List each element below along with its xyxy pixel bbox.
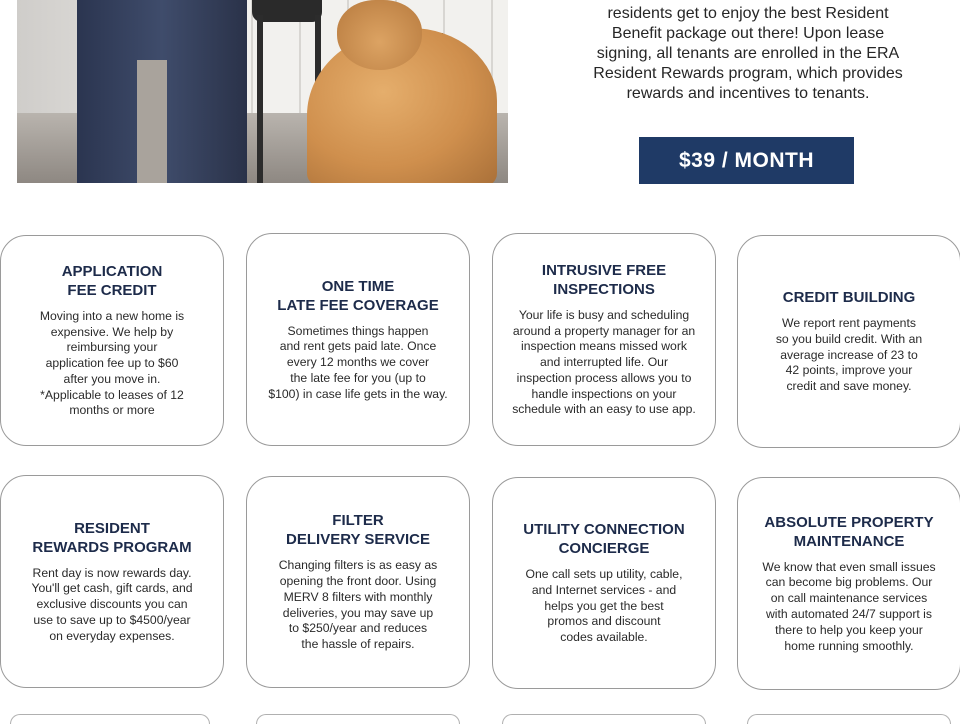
card-body-line: Rent day is now rewards day. [32, 565, 192, 580]
card-title [764, 513, 933, 551]
card-body-line: Moving into a new home is [39, 308, 185, 323]
card-body-line: around a property manager for an [512, 323, 696, 338]
benefit-card-application-fee-credit [0, 235, 224, 446]
card-body-line: inspection means missed work [521, 339, 687, 354]
price-badge: $39 / MONTH [639, 137, 854, 184]
card-title-line: APPLICATION [61, 262, 163, 280]
card-body-line: helps you get the best [544, 598, 664, 613]
card-body-line: *Applicable to leases of 12 [40, 387, 184, 402]
card-body [31, 566, 192, 645]
card-title-line: DELIVERY SERVICE [286, 531, 430, 549]
card-body-line: after you move in. [63, 371, 161, 386]
card-body-line: on everyday expenses. [49, 628, 175, 643]
card-body-line: exclusive discounts you can [36, 597, 188, 612]
legs-gap [137, 60, 167, 183]
card-body-line: months or more [69, 403, 155, 418]
intro-paragraph [588, 4, 908, 104]
benefit-card-filter-delivery-service [246, 476, 470, 688]
next-card-edge [256, 714, 460, 724]
card-body-line: the hassle of repairs. [301, 637, 415, 652]
card-title-line: FEE CREDIT [67, 281, 157, 299]
card-body-line: and rent gets paid late. Once [279, 339, 437, 354]
benefit-card-absolute-property-maintenance [737, 477, 960, 690]
card-body-line: with automated 24/7 support is [766, 607, 932, 621]
card-body-line: credit and save money. [786, 379, 912, 394]
card-body-line: schedule with an easy to use app. [512, 402, 696, 417]
card-title-line: MAINTENANCE [793, 532, 905, 550]
benefit-card-credit-building [737, 235, 960, 448]
card-body-line: Sometimes things happen [287, 323, 429, 338]
card-title-line: LATE FEE COVERAGE [277, 296, 439, 314]
card-body-line: reimbursing your [66, 340, 158, 355]
benefit-card-late-fee-coverage [246, 233, 470, 446]
card-body-line: home running smoothly. [784, 638, 914, 653]
card-body-line: handle inspections on your [531, 386, 677, 401]
card-title-line: INTRUSIVE FREE [541, 261, 667, 279]
intro-line: Resident Rewards program, which provides [593, 65, 903, 82]
card-body-line: and Internet services - and [531, 582, 677, 597]
card-title-line: FILTER [332, 512, 384, 530]
card-body-line: on call maintenance services [770, 591, 928, 606]
card-title [783, 288, 916, 307]
card-body-line: can become big problems. Our [765, 575, 933, 590]
card-body-line: promos and discount [547, 614, 661, 629]
card-title-line: RESIDENT [74, 519, 150, 537]
card-body [776, 316, 922, 395]
card-title [62, 262, 163, 300]
intro-line: rewards and incentives to tenants. [626, 85, 870, 102]
next-card-edge [747, 714, 951, 724]
card-body-line: average increase of 23 to [780, 347, 918, 362]
card-title-line: INSPECTIONS [553, 280, 655, 298]
card-body-line: application fee up to $60 [45, 356, 179, 371]
card-title-line: ABSOLUTE PROPERTY [764, 513, 934, 531]
card-body [526, 567, 683, 646]
card-body-line: $100) in case life gets in the way. [268, 386, 448, 401]
card-body-line: so you build credit. With an [775, 331, 923, 346]
card-body-line: Changing filters is as easy as [278, 558, 438, 573]
intro-line: Benefit package out there! Upon lease [611, 25, 885, 42]
card-body-line: You'll get cash, gift cards, and [31, 581, 193, 596]
card-body-line: 42 points, improve your [785, 363, 913, 378]
bar-stool-leg [257, 15, 263, 183]
card-title-line: REWARDS PROGRAM [32, 538, 192, 556]
card-body-line: One call sets up utility, cable, [525, 567, 683, 581]
card-body-line: to $250/year and reduces [288, 621, 428, 636]
card-body-line: there to help you keep your [775, 622, 923, 637]
card-body [512, 308, 696, 419]
card-body-line: We report rent payments [782, 316, 916, 330]
benefit-card-utility-connection-concierge [492, 477, 716, 689]
benefit-card-intrusive-free-inspections [492, 233, 716, 446]
card-body-line: and interrupted life. Our [539, 355, 669, 370]
card-title [277, 277, 438, 315]
card-body-line: opening the front door. Using [279, 573, 437, 588]
card-body-line: use to save up to $4500/year [33, 612, 191, 627]
next-card-edge [502, 714, 706, 724]
card-body-line: MERV 8 filters with monthly [283, 589, 433, 604]
card-title-line: UTILITY CONNECTION [523, 521, 685, 538]
card-title [286, 511, 430, 549]
card-body [268, 324, 447, 403]
hero-photo [17, 0, 508, 183]
card-body-line: deliveries, you may save up [282, 605, 434, 620]
dog-head [337, 0, 422, 70]
card-body-line: expensive. We help by [50, 324, 174, 339]
card-body-line: We know that even small issues [762, 559, 936, 574]
benefit-card-resident-rewards-program [0, 475, 224, 688]
card-body [279, 558, 438, 653]
card-body-line: inspection process allows you to [516, 370, 692, 385]
card-body [40, 309, 184, 420]
card-title-line: CREDIT BUILDING [782, 289, 916, 306]
card-title-line: ONE TIME [321, 277, 395, 295]
card-body-line: every 12 months we cover [286, 355, 430, 370]
card-body-line: Your life is busy and scheduling [518, 307, 690, 322]
card-title [542, 261, 666, 299]
next-card-edge [10, 714, 210, 724]
intro-line: signing, all tenants are enrolled in the ERA [596, 45, 900, 62]
card-body-line: codes available. [560, 630, 648, 645]
card-body [762, 560, 935, 655]
card-title-line: CONCIERGE [558, 540, 650, 557]
card-body-line: the late fee for you (up to [290, 370, 426, 385]
card-title [523, 520, 684, 558]
intro-line: residents get to enjoy the best Resident [607, 5, 889, 22]
card-title [32, 519, 191, 557]
